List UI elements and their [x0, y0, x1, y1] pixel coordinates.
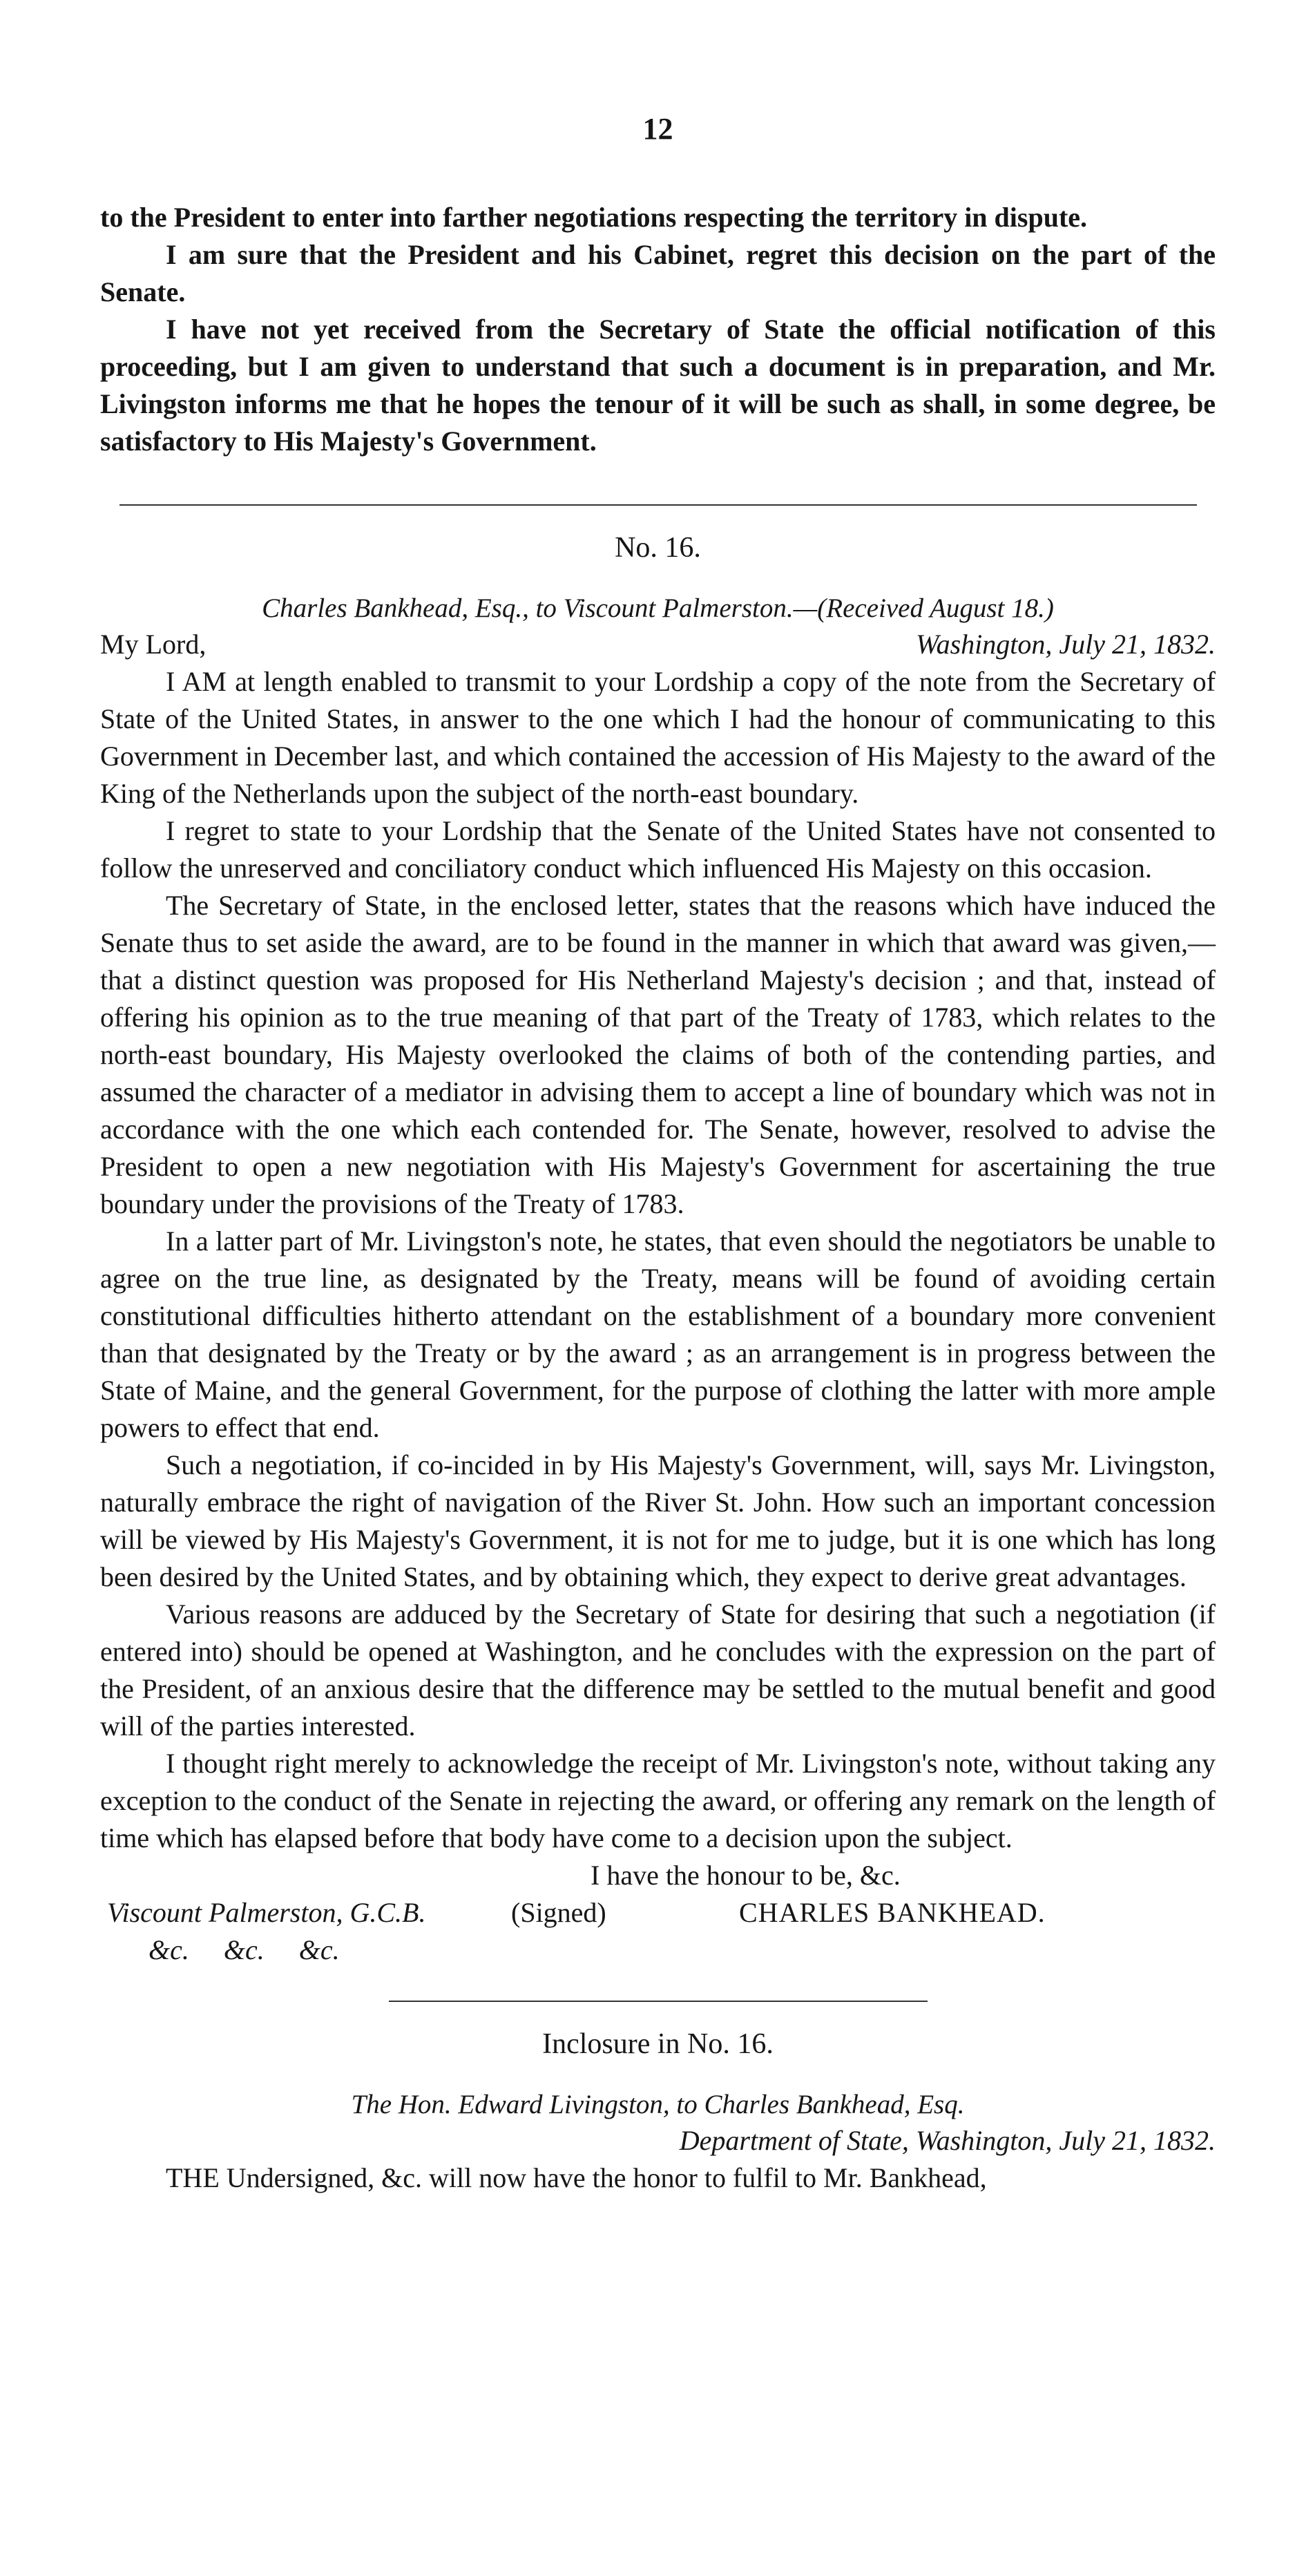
letter-body — [100, 663, 1216, 1857]
letter-paragraph-2: I regret to state to your Lordship that the Senate of the United States have not consented to follow the unreserved and conciliatory conduct which influenced His Majesty on this occasion. — [100, 815, 1216, 884]
inclosure-opening: THE Undersigned, &c. will now have the honor to fulfil to Mr. Bankhead, — [166, 2162, 987, 2193]
inclosure-divider — [389, 2001, 928, 2002]
letter-attribution-text: Charles Bankhead, Esq., to Viscount Palmerston.— — [262, 593, 818, 623]
signed-label: (Signed) — [511, 1897, 606, 1928]
page-number: 12 — [642, 112, 673, 146]
etc-line: &c. &c. &c. — [148, 1934, 340, 1965]
opening-block — [100, 199, 1216, 460]
letter-paragraph-5: Such a negotiation, if co-incided in by His Majesty's Government, will, says Mr. Livingston, naturally embrace the right of navigation of the River St. John. How such an important concession will be viewed by His Majesty's Government, it is not for me to judge, but it is one which has long been desired by the United States, and by obtaining which, they expect to derive great advantages. — [100, 1449, 1216, 1592]
signer-name: CHARLES BANKHEAD. — [739, 1897, 1046, 1928]
letter-number: No. 16. — [615, 532, 701, 564]
letter-paragraph-7: I thought right merely to acknowledge the receipt of Mr. Livingston's note, without taking any exception to the conduct of the Senate in rejecting the award, or offering any remark on the length of time which has elapsed before that body have come to a decision upon the subject. — [100, 1748, 1216, 1853]
inclosure-heading: Inclosure in No. 16. — [542, 2028, 774, 2060]
salutation: My Lord, — [100, 629, 207, 660]
opening-paragraph-1: to the President to enter into farther negotiations respecting the territory in dispute. — [100, 202, 1088, 233]
addressee: Viscount Palmerston, G.C.B. — [107, 1897, 426, 1928]
inclosure-dateline: Department of State, Washington, July 21, 1832. — [679, 2125, 1216, 2156]
received-note: (Received August 18.) — [817, 593, 1054, 623]
signature-row — [100, 1894, 1216, 1931]
inclosure-attribution: The Hon. Edward Livingston, to Charles Bankhead, Esq. — [351, 2090, 965, 2119]
dateline: Washington, July 21, 1832. — [915, 629, 1216, 660]
letter-paragraph-1: I AM at length enabled to transmit to your Lordship a copy of the note from the Secretary of State of the United States, in answer to the one which I had the honour of communicating to this Government in December last, and which contained the accession of His Majesty to the award of the King of the Netherlands upon the subject of the north-east boundary. — [100, 666, 1216, 809]
opening-paragraph-2: I am sure that the President and his Cabinet, regret this decision on the part of the Senate. — [100, 239, 1216, 307]
letter-paragraph-3: The Secretary of State, in the enclosed letter, states that the reasons which have induced the Senate thus to set aside the award, are to be found in the manner in which that award was given,—that a distinct question was proposed for His Netherland Majesty's decision ; and that, instead of offering his opinion as to the true meaning of that part of the Treaty of 1783, which relates to the north-east boundary, His Majesty overlooked the claims of both of the contending parties, and assumed the character of a mediator in advising them to accept a line of boundary which was not in accordance with the one which each contended for. The Senate, however, resolved to advise the President to open a new negotiation with His Majesty's Government for ascertaining the true boundary under the provisions of the Treaty of 1783. — [100, 890, 1216, 1219]
section-divider — [119, 504, 1197, 506]
letter-closing: I have the honour to be, &c. — [591, 1860, 901, 1891]
letter-attribution — [100, 591, 1216, 626]
letter-paragraph-6: Various reasons are adduced by the Secretary of State for desiring that such a negotiation (if entered into) should be opened at Washington, and he concludes with the expression on the part of the President, of an anxious desire that the difference may be settled to the mutual benefit and good will of the parties interested. — [100, 1599, 1216, 1742]
letter-paragraph-4: In a latter part of Mr. Livingston's note, he states, that even should the negotiators be unable to agree on the true line, as designated by the Treaty, means will be found of avoiding certain constitutional difficulties hitherto attendant on the establishment of a boundary more convenient than that designated by the Treaty or by the award ; as an arrangement is in progress between the State of Maine, and the general Government, for the purpose of clothing the latter with more ample powers to effect that end. — [100, 1225, 1216, 1443]
opening-paragraph-3: I have not yet received from the Secretary of State the official notification of this proceeding, but I am given to understand that such a document is in preparation, and Mr. Livingston informs me that he hopes the tenour of it will be such as shall, in some degree, be satisfactory to His Majesty's Government. — [100, 314, 1216, 457]
salutation-row — [100, 626, 1216, 663]
